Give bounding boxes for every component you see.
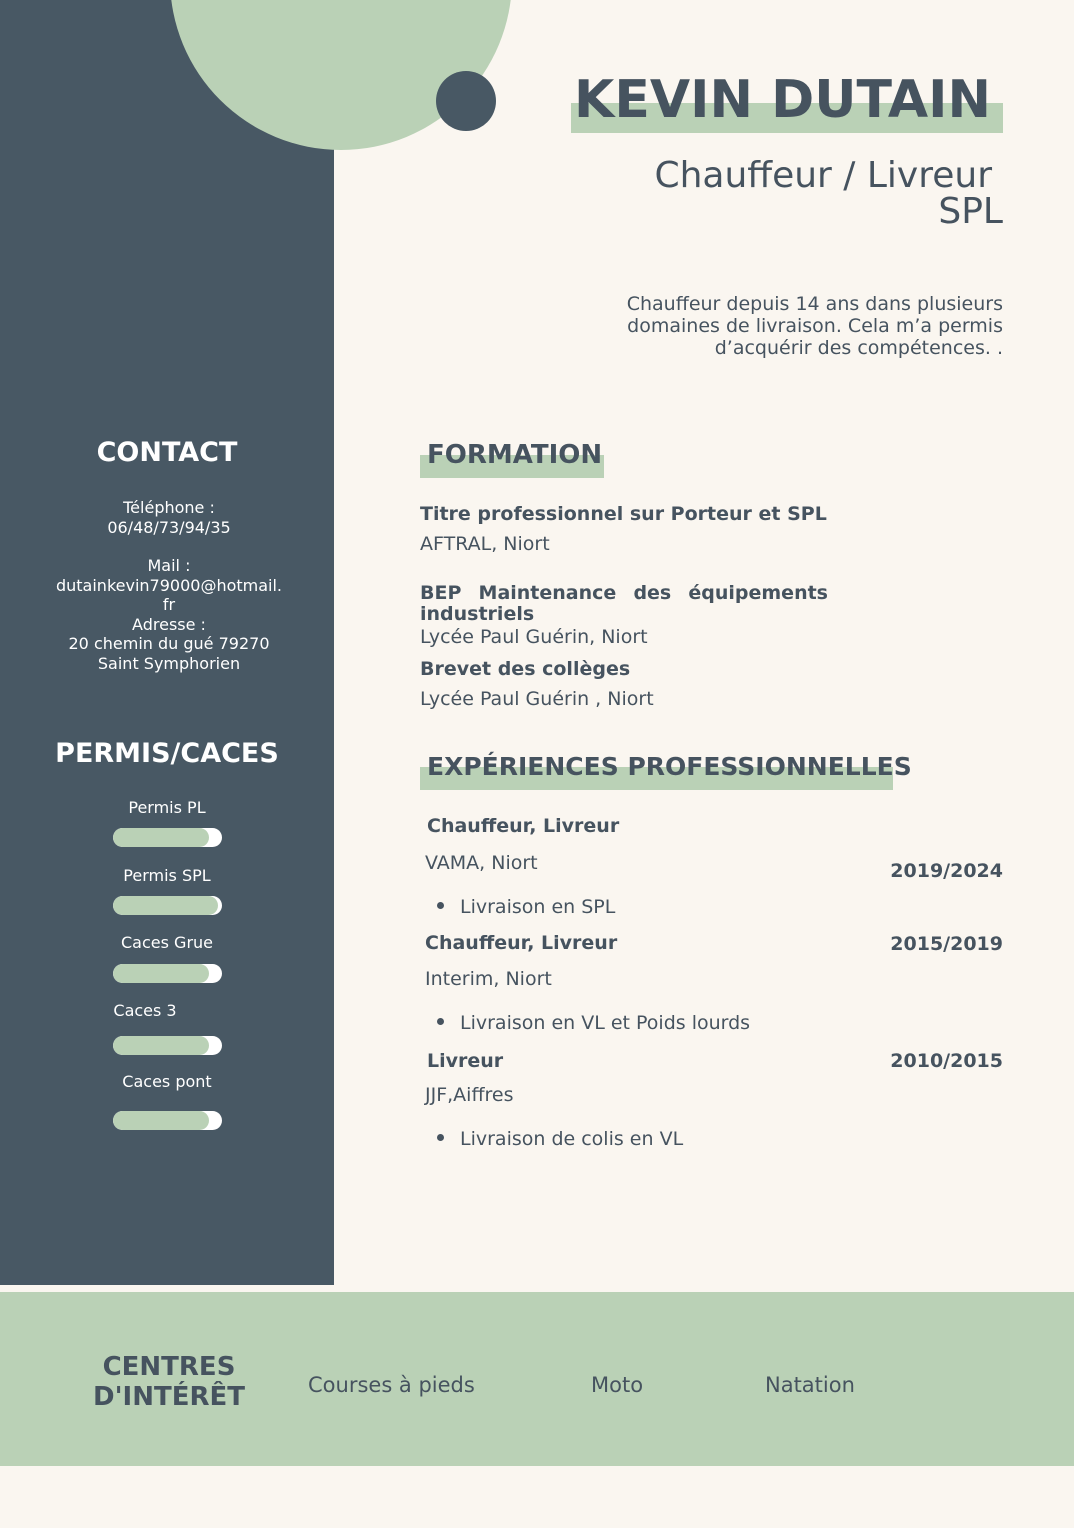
formation-title: Brevet des collèges: [420, 658, 631, 680]
formation-title-word: BEP: [420, 582, 462, 604]
experience-dates: 2010/2015: [890, 1050, 1003, 1072]
bullet-dot: [437, 902, 444, 909]
experience-dates: 2019/2024: [890, 860, 1003, 882]
skill-label: Caces 3: [113, 1001, 177, 1020]
interests-heading-line-1: CENTRES: [102, 1352, 236, 1382]
skill-fill: [113, 1111, 209, 1130]
mail-label: Mail :: [147, 556, 191, 575]
skill-bar: [113, 1036, 222, 1055]
skill-label: Caces pont: [122, 1072, 212, 1091]
address-line-1: 20 chemin du gué 79270: [68, 634, 270, 653]
experience-bullet: [437, 1012, 750, 1034]
skill-label: Permis SPL: [123, 866, 211, 885]
formation-title: [420, 582, 828, 604]
mail-value: dutainkevin79000@hotmail.: [55, 575, 283, 595]
skill-fill: [113, 1036, 209, 1055]
skill-fill: [113, 828, 209, 847]
mail-value-continued: fr: [162, 595, 176, 614]
experience-title: Chauffeur, Livreur: [425, 932, 618, 954]
formation-title-word: des: [633, 582, 672, 604]
candidate-name: KEVIN DUTAIN: [574, 70, 991, 130]
experience-bullet: [437, 1128, 683, 1150]
experience-company: VAMA, Niort: [425, 852, 538, 874]
formation-place: Lycée Paul Guérin , Niort: [420, 688, 654, 710]
experience-company: Interim, Niort: [425, 968, 552, 990]
experience-dates: 2015/2019: [890, 933, 1003, 955]
address-line-2: Saint Symphorien: [97, 653, 241, 673]
skill-bar: [113, 1111, 222, 1130]
contact-heading: CONTACT: [96, 437, 238, 468]
experience-bullet: [437, 896, 615, 918]
skill-bar: [113, 828, 222, 847]
skill-fill: [113, 896, 218, 915]
phone-label: Téléphone :: [123, 498, 215, 517]
formation-place: AFTRAL, Niort: [420, 533, 550, 555]
permis-heading: PERMIS/CACES: [55, 738, 279, 769]
experience-title: Chauffeur, Livreur: [427, 815, 620, 837]
experience-company: JJF,Aiffres: [425, 1084, 514, 1106]
skill-bar: [113, 964, 222, 983]
bullet-dot: [437, 1018, 444, 1025]
decorative-circle-small: [436, 71, 496, 131]
formation-title: Titre professionnel sur Porteur et SPL: [420, 503, 827, 525]
address-label: Adresse :: [132, 614, 206, 634]
formation-place: Lycée Paul Guérin, Niort: [420, 626, 648, 648]
skill-label: Caces Grue: [121, 933, 213, 952]
formation-heading: FORMATION: [427, 440, 603, 470]
interests-heading-line-2: D'INTÉRÊT: [93, 1382, 245, 1412]
formation-title-continued: industriels: [420, 603, 535, 625]
job-title-line-1: Chauffeur / Livreur: [654, 155, 992, 196]
experiences-heading: EXPÉRIENCES PROFESSIONNELLES: [427, 752, 912, 781]
skill-label: Permis PL: [128, 798, 206, 817]
experience-bullet-text: Livraison de colis en VL: [460, 1128, 684, 1150]
job-title: [583, 155, 1003, 232]
interest-item: Courses à pieds: [308, 1373, 475, 1397]
skill-fill: [113, 964, 209, 983]
formation-title-word: équipements: [688, 582, 828, 604]
skill-bar: [113, 896, 222, 915]
bullet-dot: [437, 1134, 444, 1141]
formation-title-word: Maintenance: [478, 582, 617, 604]
contact-block: [40, 498, 298, 673]
experience-bullet-text: Livraison en SPL: [460, 896, 616, 918]
interest-item: Moto: [591, 1373, 644, 1397]
interest-item: Natation: [765, 1373, 855, 1397]
experience-bullet-text: Livraison en VL et Poids lourds: [460, 1012, 751, 1034]
profile-summary: Chauffeur depuis 14 ans dans plusieurs domaines de livraison. Cela m’a permis d’acquérir des compétences. .: [626, 293, 1003, 359]
job-title-line-2: SPL: [938, 191, 1003, 232]
experience-title: Livreur: [427, 1050, 504, 1072]
interests-heading: [72, 1352, 266, 1412]
phone-value: 06/48/73/94/35: [107, 517, 231, 537]
